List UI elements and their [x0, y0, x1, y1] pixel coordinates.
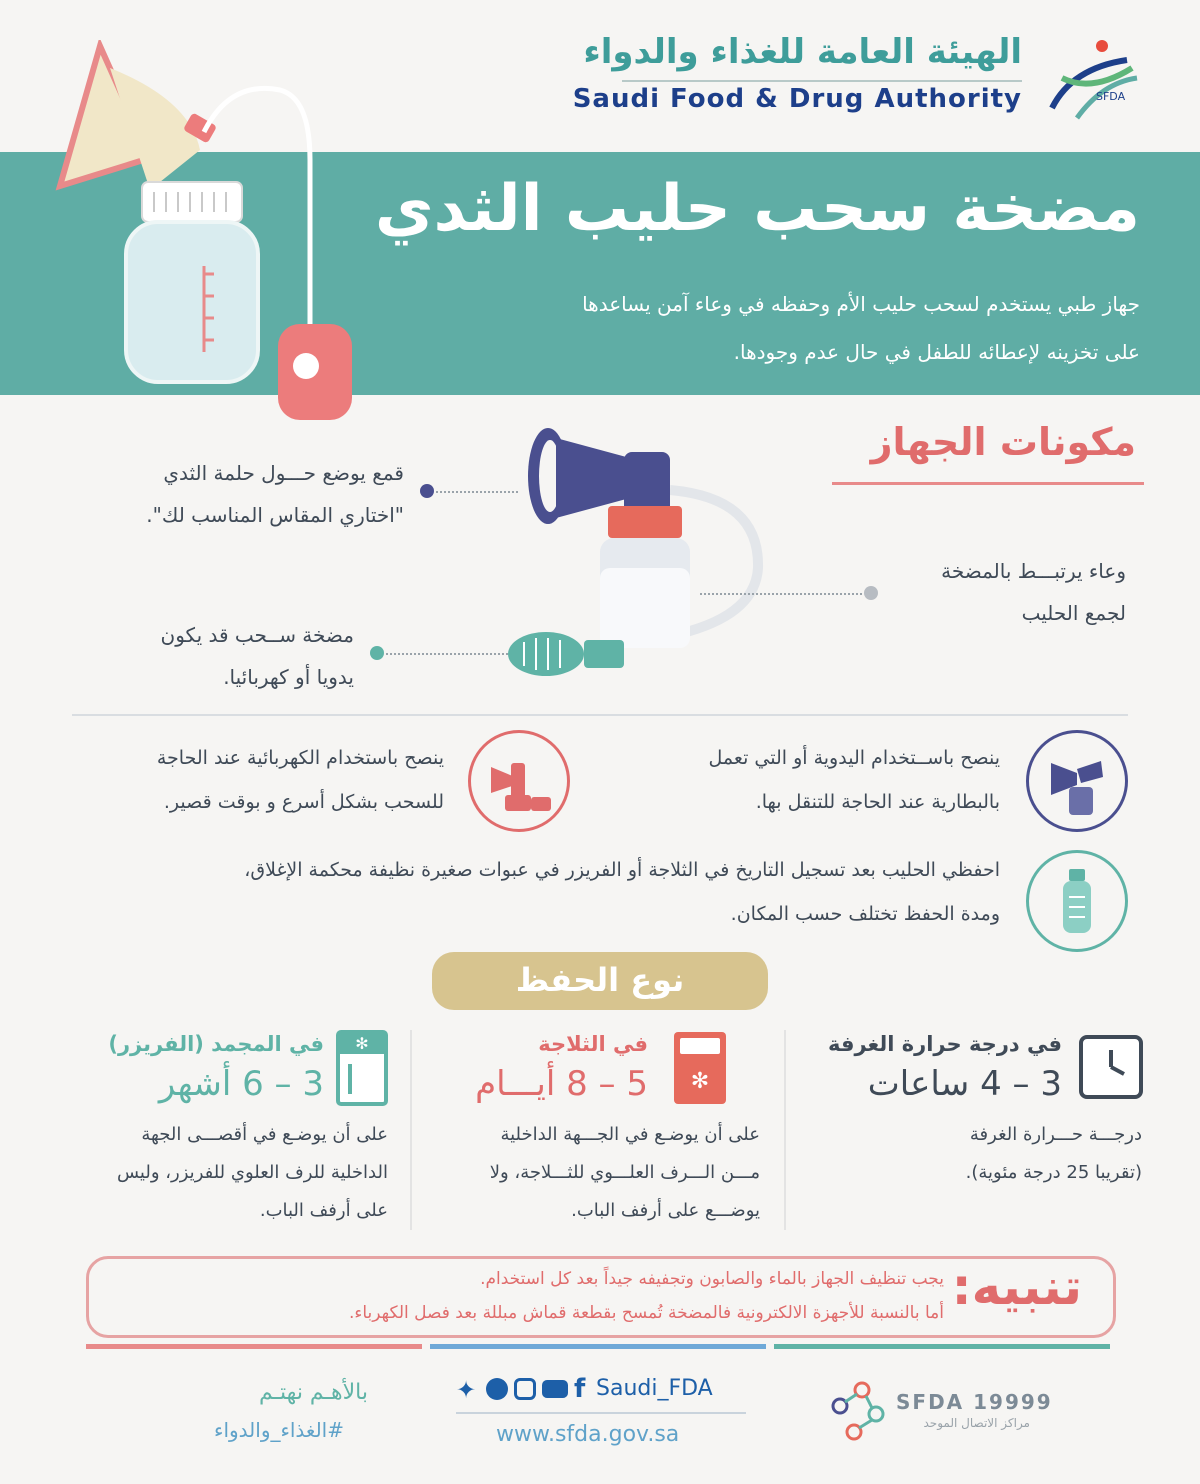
electric-pump-badge: [468, 730, 570, 832]
social-handle[interactable]: Saudi_FDA: [596, 1376, 713, 1401]
freezer-desc-line2: الداخلية للرف العلوي للفريزر، وليس: [116, 1162, 388, 1183]
callout-container-line2: لجمع الحليب: [1021, 601, 1126, 625]
callout-pump-line2: يدويا أو كهربائيا.: [223, 665, 354, 689]
social-row: [456, 1376, 746, 1406]
youtube-icon[interactable]: [542, 1380, 568, 1398]
column-separator: [784, 1030, 786, 1230]
intro-text: [340, 280, 1140, 376]
warning-line2: أما بالنسبة للأجهزة الالكترونية فالمضخة تُمسح بقطعة قماش مبللة بعد فصل الكهرباء.: [348, 1303, 944, 1323]
room-heading: في درجة حرارة الغرفة: [827, 1032, 1062, 1056]
twitter-icon[interactable]: ✦: [456, 1376, 477, 1404]
fridge-icon: [672, 1030, 728, 1106]
freezer-heading: في المجمد (الفريزر): [108, 1032, 324, 1056]
warning-line1: يجب تنظيف الجهاز بالماء والصابون وتجفيفه جيداً بعد كل استخدام.: [480, 1269, 944, 1289]
callout-pump: [34, 614, 354, 698]
callout-funnel-line1: قمع يوضع حـــول حلمة الثدي: [163, 461, 404, 485]
hotline-number: SFDA 19999: [896, 1390, 1053, 1414]
freezer-icon: [336, 1030, 388, 1106]
callout-funnel-line2: "اختاري المقاس المناسب لك".: [146, 503, 404, 527]
footer-bar-teal: [774, 1344, 1110, 1349]
room-desc-line1: درجـــة حـــرارة الغرفة: [969, 1124, 1142, 1145]
electric-pump-icon: [471, 733, 567, 829]
section-divider: [72, 714, 1128, 716]
hotline-network-icon: [826, 1380, 890, 1444]
clock-icon: [1078, 1034, 1144, 1100]
fridge-desc-line2: مـــن الـــرف العلـــوي للثـــلاجة، ولا: [489, 1162, 760, 1183]
fridge-desc-line3: يوضـــع على أرفف الباب.: [571, 1200, 760, 1221]
hashtag[interactable]: #الغذاء_والدواء: [214, 1418, 344, 1442]
intro-line: جهاز طبي يستخدم لسحب حليب الأم وحفظه في وعاء آمن يساعدها: [582, 292, 1140, 316]
container-leader-line: [700, 593, 862, 595]
freezer-desc-line3: على أرفف الباب.: [259, 1200, 388, 1221]
freezer-duration: 3 – 6 أشهر: [158, 1064, 324, 1104]
container-marker: [864, 586, 878, 600]
fridge-heading: في الثلاجة: [538, 1032, 648, 1056]
facebook-icon[interactable]: f: [574, 1374, 586, 1404]
website-link[interactable]: www.sfda.gov.sa: [496, 1422, 680, 1447]
pump-leader-line: [386, 653, 508, 655]
tip-electric: [44, 736, 444, 824]
room-description: [842, 1116, 1142, 1192]
freezer-desc-line1: على أن يوضـع في أقصـــى الجهة: [141, 1124, 388, 1145]
warning-text: [224, 1262, 944, 1330]
instagram-icon[interactable]: [514, 1378, 536, 1400]
tip-electric-line2: للسحب بشكل أسرع و بوقت قصير.: [163, 791, 444, 813]
callout-container-line1: وعاء يرتبـــط بالمضخة: [941, 559, 1126, 583]
breast-pump-illustration-icon: [40, 40, 370, 430]
funnel-marker: [420, 484, 434, 498]
tip-manual: [600, 736, 1000, 824]
storage-title: نوع الحفظ: [432, 952, 768, 1010]
funnel-leader-line: [436, 491, 518, 493]
tip-storage-line1: احفظي الحليب بعد تسجيل التاريخ في الثلاجة أو الفريزر في عبوات صغيرة نظيفة محكمة الإغلاق،: [244, 859, 1000, 881]
fridge-description: [430, 1116, 760, 1230]
logo-divider: [622, 80, 1022, 82]
footer-bar-coral: [86, 1344, 422, 1349]
hotline-caption: مراكز الاتصال الموحد: [923, 1416, 1030, 1430]
tip-storage-line2: ومدة الحفظ تختلف حسب المكان.: [730, 903, 1000, 925]
callout-funnel: [44, 452, 404, 536]
snapchat-icon[interactable]: [486, 1378, 508, 1400]
tip-manual-line1: ينصح باســتخدام اليدوية أو التي تعمل: [708, 747, 1000, 769]
intro-line: على تخزينه لإعطائه للطفل في حال عدم وجودها.: [733, 340, 1140, 364]
sfda-emblem-icon: [1032, 38, 1142, 122]
manual-pump-icon: [1029, 733, 1125, 829]
manual-pump-badge: [1026, 730, 1128, 832]
callout-pump-line1: مضخة ســحب قد يكون: [160, 623, 354, 647]
components-title: مكونات الجهاز: [870, 420, 1136, 464]
fridge-duration: 5 – 8 أيـــام: [475, 1064, 648, 1104]
milk-bottle-icon: [1029, 853, 1125, 949]
svg-text:✻: ✻: [690, 1069, 710, 1094]
pump-marker: [370, 646, 384, 660]
emblem-label: SFDA: [1096, 90, 1126, 103]
svg-text:✻: ✻: [355, 1034, 369, 1053]
slogan: بالأهـم نهتـم: [258, 1380, 368, 1405]
tip-storage: [70, 848, 1000, 936]
org-name-english: Saudi Food & Drug Authority: [572, 84, 1022, 114]
freezer-description: [58, 1116, 388, 1230]
room-duration: 3 – 4 ساعات: [867, 1064, 1062, 1104]
footer-bar-blue: [430, 1344, 766, 1349]
milk-bottle-badge: [1026, 850, 1128, 952]
warning-label: تنبيه:: [951, 1258, 1082, 1316]
tip-manual-line2: بالبطارية عند الحاجة للتنقل بها.: [755, 791, 1000, 813]
components-underline: [832, 482, 1144, 485]
room-desc-line2: (تقريبا 25 درجة مئوية).: [965, 1162, 1142, 1183]
org-name-arabic: الهيئة العامة للغذاء والدواء: [583, 32, 1022, 72]
social-divider: [456, 1412, 746, 1414]
column-separator: [410, 1030, 412, 1230]
tip-electric-line1: ينصح باستخدام الكهربائية عند الحاجة: [156, 747, 444, 769]
pump-parts-illustration-icon: [500, 418, 780, 682]
page-title: مضخة سحب حليب الثدي: [374, 172, 1140, 246]
fridge-desc-line1: على أن يوضـع في الجـــهة الداخلية: [500, 1124, 760, 1145]
